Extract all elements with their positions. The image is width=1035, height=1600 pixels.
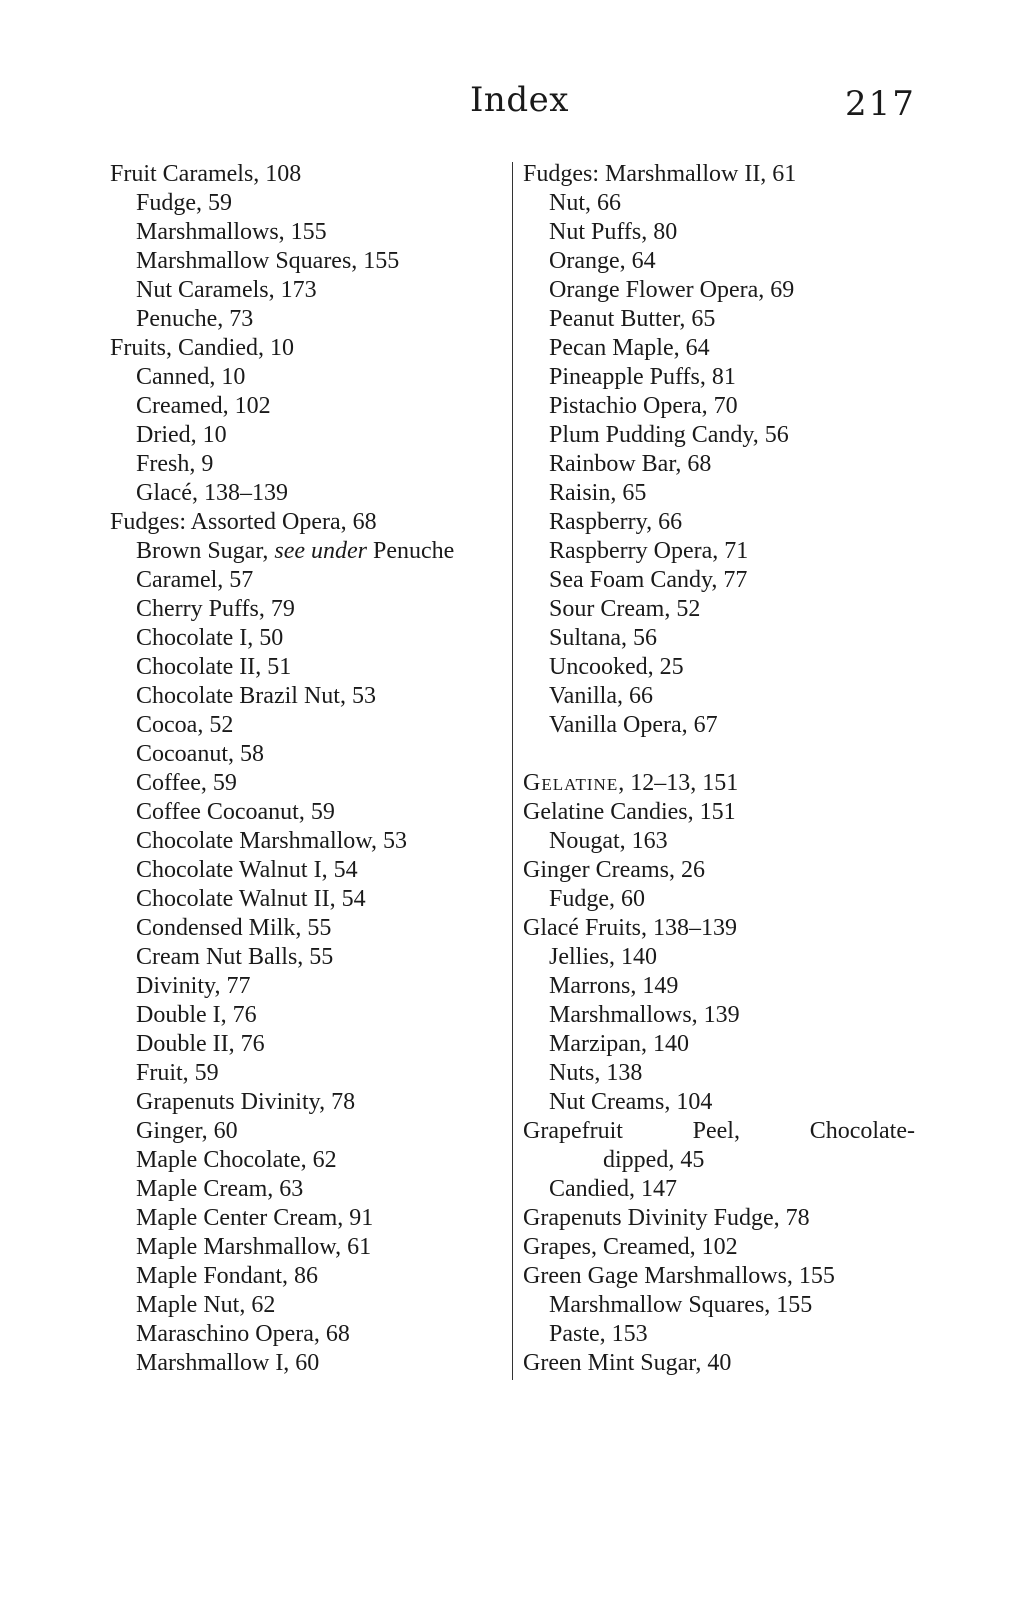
index-entry bbox=[523, 392, 923, 421]
index-entry-heading: Gelatine bbox=[523, 770, 619, 796]
index-entry-text: Double I, 76 bbox=[136, 1002, 257, 1028]
index-entry-text: Raspberry, 66 bbox=[549, 509, 683, 535]
index-entry-word: Chocolate- bbox=[809, 1118, 915, 1144]
index-entry bbox=[523, 1233, 923, 1262]
index-entry-text: Fruit, 59 bbox=[136, 1060, 219, 1086]
index-entry-text: , 12–13, 151 bbox=[618, 770, 739, 796]
index-entry bbox=[110, 160, 508, 189]
index-entry-text: Marshmallow Squares, 155 bbox=[136, 248, 400, 274]
index-entry bbox=[110, 1262, 508, 1291]
index-entry-text: Pineapple Puffs, 81 bbox=[549, 364, 736, 390]
index-entry bbox=[523, 1146, 923, 1175]
index-entry-text: Maple Center Cream, 91 bbox=[136, 1205, 374, 1231]
index-entry bbox=[523, 421, 923, 450]
index-entry bbox=[523, 189, 923, 218]
index-entry-text: Paste, 153 bbox=[549, 1321, 648, 1347]
index-entry bbox=[110, 624, 508, 653]
index-entry-word: Peel, bbox=[692, 1118, 740, 1144]
index-entry bbox=[110, 856, 508, 885]
index-entry bbox=[523, 1088, 923, 1117]
index-entry-text: dipped, 45 bbox=[603, 1147, 705, 1173]
index-entry-text: Maraschino Opera, 68 bbox=[136, 1321, 350, 1347]
page-title: Index bbox=[470, 80, 569, 120]
index-entry bbox=[523, 827, 923, 856]
index-entry bbox=[523, 479, 923, 508]
index-entry bbox=[110, 653, 508, 682]
index-entry bbox=[523, 276, 923, 305]
index-entry bbox=[110, 1349, 508, 1378]
index-entry-text: Candied, 147 bbox=[549, 1176, 677, 1202]
index-entry bbox=[523, 160, 923, 189]
index-entry bbox=[523, 1349, 923, 1378]
index-entry bbox=[110, 1146, 508, 1175]
index-entry-text: Chocolate Marshmallow, 53 bbox=[136, 828, 408, 854]
index-entry-text: Fresh, 9 bbox=[136, 451, 214, 477]
index-entry-text: Marshmallows, 155 bbox=[136, 219, 327, 245]
index-entry-text: Fruits, Candied, 10 bbox=[110, 335, 294, 361]
index-entry bbox=[110, 914, 508, 943]
index-entry bbox=[110, 827, 508, 856]
index-entry bbox=[523, 450, 923, 479]
index-entry bbox=[110, 247, 508, 276]
index-entry bbox=[523, 682, 923, 711]
index-entry-text: Green Mint Sugar, 40 bbox=[523, 1350, 732, 1376]
index-entry bbox=[523, 798, 923, 827]
index-entry-text: Caramel, 57 bbox=[136, 567, 254, 593]
index-entry bbox=[523, 305, 923, 334]
index-entry-text: Maple Fondant, 86 bbox=[136, 1263, 318, 1289]
index-column-left bbox=[110, 160, 508, 1378]
index-entry-text: Jellies, 140 bbox=[549, 944, 657, 970]
index-entry-text: Cocoanut, 58 bbox=[136, 741, 264, 767]
index-entry bbox=[110, 1175, 508, 1204]
index-entry bbox=[523, 247, 923, 276]
index-entry-text: Penuche, 73 bbox=[136, 306, 254, 332]
index-entry bbox=[523, 1059, 923, 1088]
index-entry bbox=[523, 218, 923, 247]
index-entry-text: Cherry Puffs, 79 bbox=[136, 596, 295, 622]
index-entry-text: Chocolate Brazil Nut, 53 bbox=[136, 683, 376, 709]
index-entry bbox=[523, 943, 923, 972]
index-entry-text: Vanilla, 66 bbox=[549, 683, 653, 709]
index-entry-text: Cream Nut Balls, 55 bbox=[136, 944, 334, 970]
index-entry-text: Chocolate Walnut I, 54 bbox=[136, 857, 358, 883]
index-entry-text: Gelatine Candies, 151 bbox=[523, 799, 736, 825]
index-entry bbox=[523, 1320, 923, 1349]
index-entry bbox=[523, 624, 923, 653]
column-divider bbox=[512, 162, 513, 1380]
index-entry bbox=[110, 595, 508, 624]
index-entry-text: Coffee, 59 bbox=[136, 770, 237, 796]
index-entry bbox=[523, 1262, 923, 1291]
index-entry-word: Grapefruit bbox=[523, 1118, 623, 1144]
index-entry-text: Grapenuts Divinity Fudge, 78 bbox=[523, 1205, 810, 1231]
index-entry bbox=[110, 392, 508, 421]
index-entry-text: Peanut Butter, 65 bbox=[549, 306, 716, 332]
index-entry-text: Glacé, 138–139 bbox=[136, 480, 288, 506]
index-entry-text: Pecan Maple, 64 bbox=[549, 335, 710, 361]
index-entry bbox=[110, 1088, 508, 1117]
index-entry-text: Ginger, 60 bbox=[136, 1118, 238, 1144]
index-entry bbox=[110, 508, 508, 537]
index-entry bbox=[110, 450, 508, 479]
index-entry-text: Marshmallows, 139 bbox=[549, 1002, 740, 1028]
index-entry bbox=[110, 566, 508, 595]
index-entry bbox=[523, 653, 923, 682]
index-entry-text: Vanilla Opera, 67 bbox=[549, 712, 718, 738]
index-entry bbox=[110, 740, 508, 769]
index-entry bbox=[110, 769, 508, 798]
index-entry bbox=[523, 972, 923, 1001]
index-entry bbox=[523, 769, 923, 798]
index-entry bbox=[523, 334, 923, 363]
index-entry bbox=[110, 1059, 508, 1088]
index-entry bbox=[110, 1233, 508, 1262]
index-entry-text: Nut Creams, 104 bbox=[549, 1089, 713, 1115]
index-entry bbox=[110, 537, 508, 566]
index-entry bbox=[110, 218, 508, 247]
index-entry-text: Grapes, Creamed, 102 bbox=[523, 1234, 738, 1260]
index-entry-text: Marrons, 149 bbox=[549, 973, 679, 999]
index-entry bbox=[523, 363, 923, 392]
index-entry bbox=[110, 1117, 508, 1146]
index-entry-text: Fudges: Marshmallow II, 61 bbox=[523, 161, 797, 187]
index-entry bbox=[523, 595, 923, 624]
index-entry bbox=[523, 1030, 923, 1059]
index-entry-text: Brown Sugar, bbox=[136, 538, 275, 564]
index-entry bbox=[523, 508, 923, 537]
index-entry-text: Sultana, 56 bbox=[549, 625, 657, 651]
index-entry-text: Raspberry Opera, 71 bbox=[549, 538, 749, 564]
index-entry-text: Ginger Creams, 26 bbox=[523, 857, 705, 883]
index-entry-text: Sour Cream, 52 bbox=[549, 596, 701, 622]
index-entry-text: Uncooked, 25 bbox=[549, 654, 684, 680]
index-entry-text: Fudge, 59 bbox=[136, 190, 232, 216]
index-entry-text: Coffee Cocoanut, 59 bbox=[136, 799, 335, 825]
index-entry-text: Maple Nut, 62 bbox=[136, 1292, 276, 1318]
index-entry bbox=[523, 740, 923, 769]
index-column-right bbox=[523, 160, 923, 1378]
index-entry-crossref: see under bbox=[274, 538, 368, 564]
index-entry bbox=[110, 1001, 508, 1030]
index-entry-text: Marshmallow I, 60 bbox=[136, 1350, 320, 1376]
index-entry bbox=[110, 682, 508, 711]
index-entry bbox=[523, 885, 923, 914]
index-entry-text: Maple Cream, 63 bbox=[136, 1176, 304, 1202]
index-entry-text: Orange Flower Opera, 69 bbox=[549, 277, 795, 303]
index-entry bbox=[523, 711, 923, 740]
index-entry-text: Condensed Milk, 55 bbox=[136, 915, 332, 941]
index-entry bbox=[110, 334, 508, 363]
index-entry bbox=[110, 943, 508, 972]
index-entry-text: Cocoa, 52 bbox=[136, 712, 234, 738]
page-number: 217 bbox=[845, 84, 916, 124]
index-entry bbox=[523, 566, 923, 595]
index-entry-text: Creamed, 102 bbox=[136, 393, 271, 419]
index-entry-text: Nuts, 138 bbox=[549, 1060, 643, 1086]
index-entry-text: Maple Chocolate, 62 bbox=[136, 1147, 337, 1173]
index-entry-text: Maple Marshmallow, 61 bbox=[136, 1234, 372, 1260]
index-entry-text: Grapenuts Divinity, 78 bbox=[136, 1089, 356, 1115]
index-entry bbox=[110, 972, 508, 1001]
index-entry bbox=[523, 1204, 923, 1233]
index-entry-text: Dried, 10 bbox=[136, 422, 227, 448]
index-entry-text: Marshmallow Squares, 155 bbox=[549, 1292, 813, 1318]
index-entry-text: Marzipan, 140 bbox=[549, 1031, 689, 1057]
index-entry-text: Sea Foam Candy, 77 bbox=[549, 567, 748, 593]
index-entry bbox=[523, 537, 923, 566]
index-entry-text: Rainbow Bar, 68 bbox=[549, 451, 712, 477]
index-entry bbox=[523, 856, 923, 885]
index-entry-target: Penuche bbox=[367, 538, 455, 564]
index-entry-text: Green Gage Marshmallows, 155 bbox=[523, 1263, 835, 1289]
index-entry bbox=[110, 421, 508, 450]
index-entry-text: Nut Caramels, 173 bbox=[136, 277, 317, 303]
index-entry-text: Chocolate Walnut II, 54 bbox=[136, 886, 366, 912]
index-entry bbox=[110, 798, 508, 827]
index-entry-text: Chocolate I, 50 bbox=[136, 625, 284, 651]
index-entry-text: Double II, 76 bbox=[136, 1031, 265, 1057]
index-entry bbox=[110, 1291, 508, 1320]
index-entry-text: Orange, 64 bbox=[549, 248, 656, 274]
index-entry-text: Glacé Fruits, 138–139 bbox=[523, 915, 737, 941]
index-entry bbox=[110, 1320, 508, 1349]
index-entry bbox=[110, 363, 508, 392]
index-entry bbox=[523, 1291, 923, 1320]
index-entry bbox=[523, 1117, 915, 1146]
index-entry-text: Nougat, 163 bbox=[549, 828, 668, 854]
index-entry-text: Chocolate II, 51 bbox=[136, 654, 292, 680]
index-entry-text: Plum Pudding Candy, 56 bbox=[549, 422, 789, 448]
index-entry-text: Nut, 66 bbox=[549, 190, 621, 216]
index-entry bbox=[523, 1175, 923, 1204]
index-entry bbox=[110, 189, 508, 218]
index-entry bbox=[523, 1001, 923, 1030]
index-entry bbox=[110, 885, 508, 914]
index-entry-text: Nut Puffs, 80 bbox=[549, 219, 678, 245]
index-entry-text: Divinity, 77 bbox=[136, 973, 251, 999]
index-entry-text: Canned, 10 bbox=[136, 364, 246, 390]
index-entry bbox=[110, 305, 508, 334]
index-entry-text: Fudge, 60 bbox=[549, 886, 645, 912]
index-entry-text: Raisin, 65 bbox=[549, 480, 647, 506]
index-entry bbox=[110, 1030, 508, 1059]
index-entry-text: Pistachio Opera, 70 bbox=[549, 393, 738, 419]
index-entry-text: Fudges: Assorted Opera, 68 bbox=[110, 509, 377, 535]
index-entry-text: Fruit Caramels, 108 bbox=[110, 161, 302, 187]
index-entry bbox=[110, 1204, 508, 1233]
index-entry bbox=[110, 479, 508, 508]
index-entry bbox=[110, 711, 508, 740]
index-entry bbox=[110, 276, 508, 305]
index-entry bbox=[523, 914, 923, 943]
